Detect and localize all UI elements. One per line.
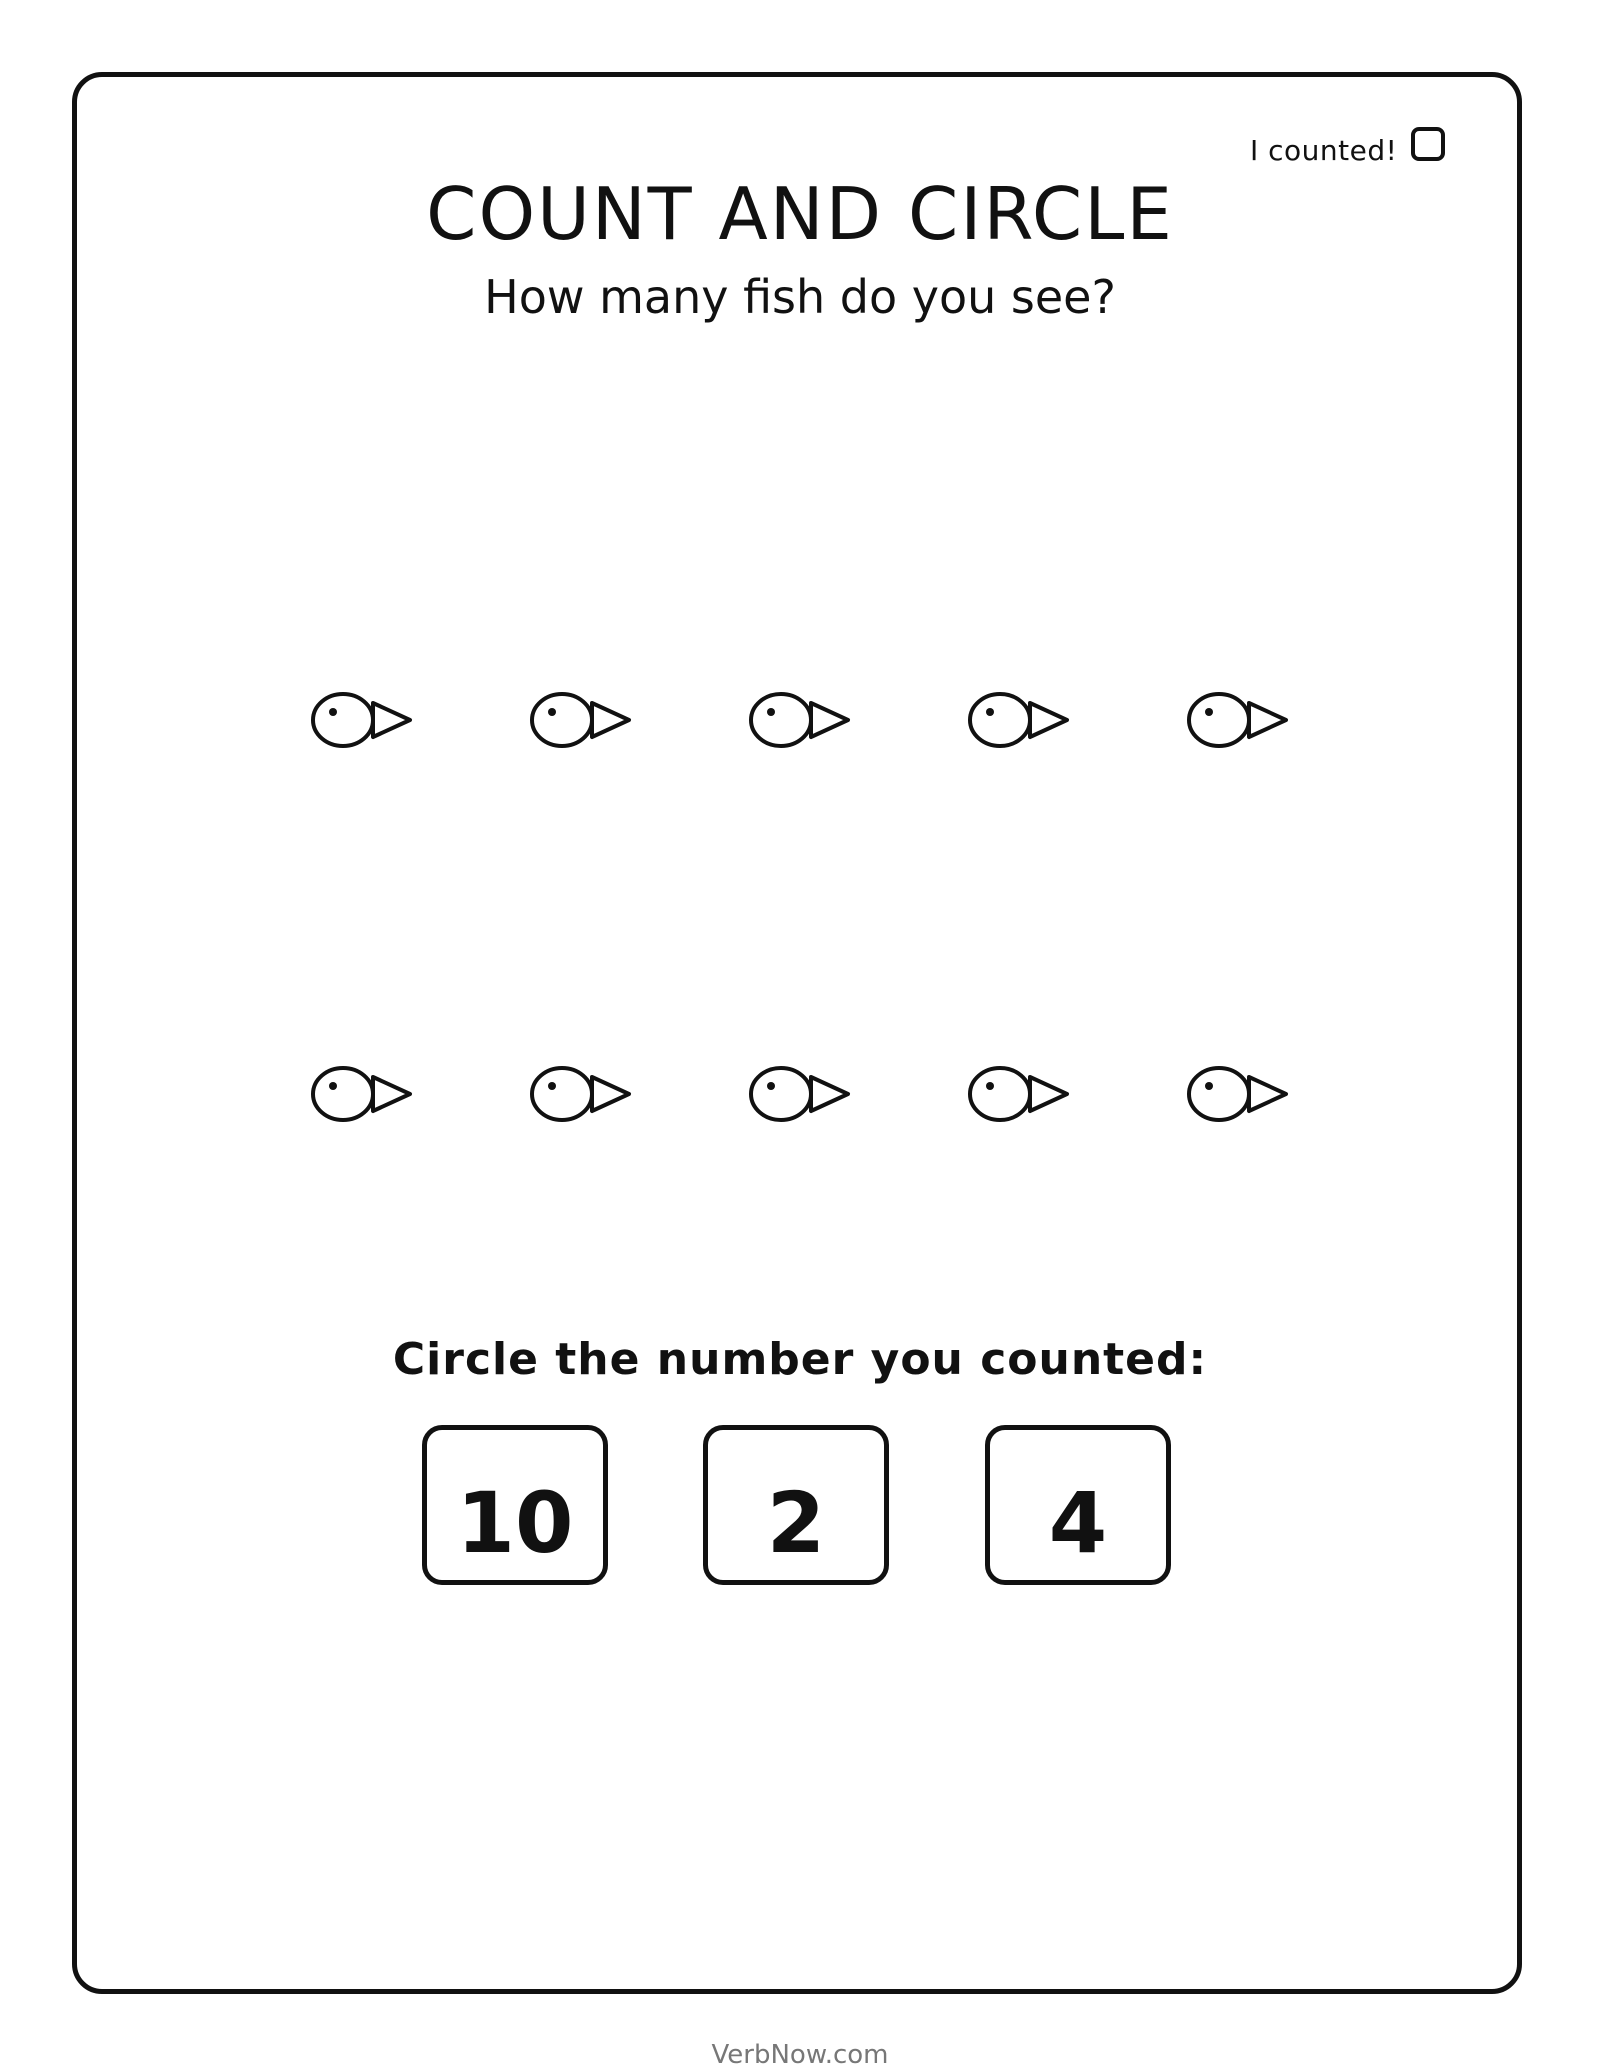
fish-icon [748,688,852,752]
fish-icon [967,1062,1071,1126]
answer-choice-1[interactable]: 10 [422,1425,608,1585]
counted-checkbox-row[interactable] [1250,134,1445,167]
fish-icon [310,688,414,752]
answer-choice-2[interactable]: 2 [703,1425,889,1585]
page-subtitle: How many fish do you see? [484,270,1116,324]
counted-checkbox[interactable] [1411,127,1445,161]
fish-icon [967,688,1071,752]
fish-icon [1186,1062,1290,1126]
answer-prompt: Circle the number you counted: [392,1334,1208,1385]
fish-icon [310,1062,414,1126]
worksheet-frame [72,72,1522,1994]
fish-icon [529,688,633,752]
page-title: COUNT AND CIRCLE [426,172,1174,256]
answer-choice-3[interactable]: 4 [985,1425,1171,1585]
fish-icon [529,1062,633,1126]
fish-icon [748,1062,852,1126]
fish-icon [1186,688,1290,752]
footer-site: VerbNow.com [711,2040,889,2070]
counted-checkbox-label: I counted! [1250,134,1398,167]
